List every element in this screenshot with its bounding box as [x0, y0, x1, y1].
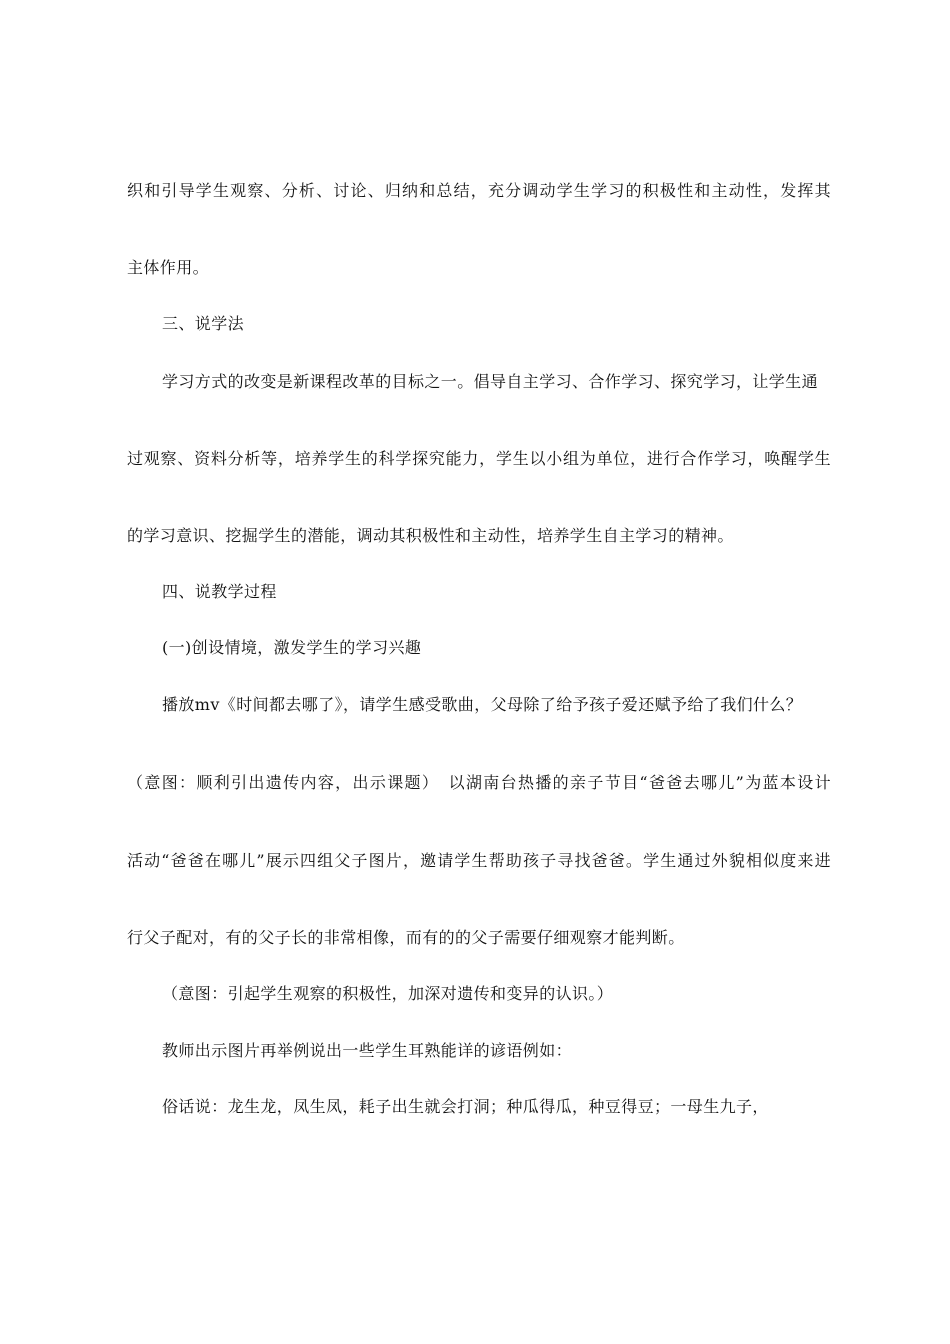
paragraph-line: 主体作用。	[127, 258, 210, 277]
paragraph-line: （意图：顺利引出遗传内容，出示课题） 以湖南台热播的亲子节目“爸爸去哪儿”为蓝本设计	[127, 773, 831, 792]
paragraph-line: 学习方式的改变是新课程改革的目标之一。倡导自主学习、合作学习、探究学习，让学生通	[162, 372, 819, 391]
paragraph-line: 的学习意识、挖掘学生的潜能，调动其积极性和主动性，培养学生自主学习的精神。	[127, 526, 734, 545]
paragraph-line: 活动“爸爸在哪儿”展示四组父子图片，邀请学生帮助孩子寻找爸爸。学生通过外貌相似度来进	[127, 851, 831, 870]
paragraph-line: 织和引导学生观察、分析、讨论、归纳和总结，充分调动学生学习的积极性和主动性，发挥其	[127, 181, 831, 200]
subsection-heading: (一)创设情境，激发学生的学习兴趣	[162, 638, 422, 657]
paragraph-line: 播放mv《时间都去哪了》，请学生感受歌曲，父母除了给予孩子爱还赋予给了我们什么？	[162, 695, 803, 714]
paragraph-line: 教师出示图片再举例说出一些学生耳熟能详的谚语例如：	[162, 1041, 573, 1060]
paragraph-line: 行父子配对，有的父子长的非常相像，而有的的父子需要仔细观察才能判断。	[127, 928, 685, 947]
section-heading: 三、说学法	[162, 314, 245, 333]
paragraph-line: 俗话说：龙生龙，凤生凤，耗子出生就会打洞；种瓜得瓜，种豆得豆；一母生九子，	[162, 1097, 769, 1116]
paragraph-line: 过观察、资料分析等，培养学生的科学探究能力，学生以小组为单位，进行合作学习，唤醒学生	[127, 449, 831, 468]
section-heading: 四、说教学过程	[162, 582, 277, 601]
paragraph-line: （意图：引起学生观察的积极性，加深对遗传和变异的认识。）	[162, 984, 614, 1003]
